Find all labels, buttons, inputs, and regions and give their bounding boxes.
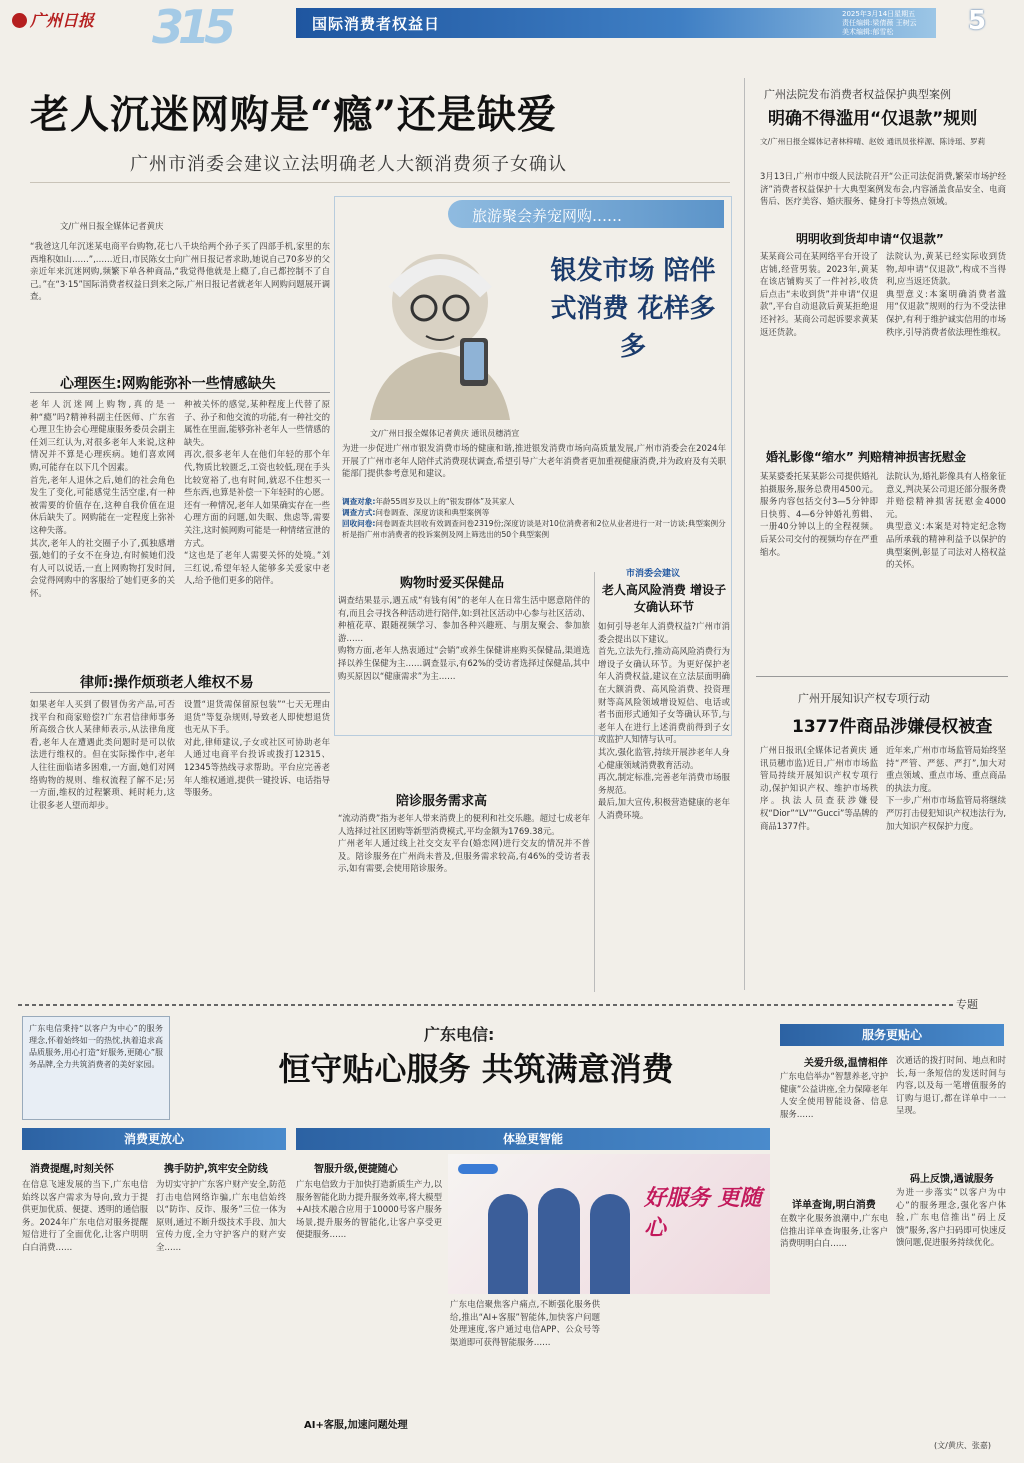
- telecom-col4b-text: [610, 1298, 770, 1454]
- section-trip-text: “流动消费”指为老年人带来消费上的便利和社交乐趣。超过七成老年人选择过社区团购等新型消费模式,平均金额为1769.38元。 广州老年人通过线上社交交友平台(婚恋网)进行交友的情况并不普及。陪诊服务在广州尚未普及,但服务需求较高,有46%的受访者表示,如有需要,会使用陪诊服务。: [338, 813, 590, 874]
- ip-title: 1377件商品涉嫌侵权被查: [792, 717, 993, 737]
- section-lawyer-col2: 设置“退货需保留原包装”“七天无理由退货”等复杂规则,导致老人即使想退货也无从下手。 对此,律师建议,子女或社区可协助老年人通过电商平台投诉或拨打12315、12345等热线寻求帮助。平台应完善老年人维权通道,提供一键投诉、电话指导等服务。: [184, 699, 330, 798]
- section-buy-title: 购物时爱买保健品: [400, 576, 505, 591]
- telecom-col2-title: 携手防护,筑牢安全防线: [164, 1164, 268, 1175]
- telecom-promo-image: [448, 1154, 770, 1294]
- ip-col2: 近年来,广州市市场监管局始终坚持“严管、严惩、严打”,加大对重点领域、重点市场、重点商品的执法力度。 下一步,广州市市场监管局将继续严厉打击侵犯知识产权违法行为,加大知识产权保护力度。: [886, 745, 1006, 831]
- logo-icon: [12, 13, 27, 28]
- case1-col2: 法院认为,黄某已经实际收到货物,却申请“仅退款”,构成不当得利,应当返还货款。 典型意义:本案明确消费者滥用“仅退款”规则的行为不受法律保护,有利于维护诚实信用的市场秩序,引导消费者依法理性维权。: [886, 251, 1006, 337]
- section-lawyer-rule: [30, 692, 330, 693]
- issue-date: 2025年3月14日星期五 责任编辑:梁倩薇 王树云 美术编辑:郁雪松: [842, 10, 917, 36]
- zhuanti-label: 专题: [956, 998, 978, 1011]
- case2-title: 婚礼影像“缩水” 判赔精神损害抚慰金: [766, 450, 966, 464]
- edition-315-mark: 315: [152, 0, 231, 54]
- survey-intro: 为进一步促进广州市银发消费市场的健康和谐,推进银发消费市场向高质量发展,广州市消委会在2024年开展了广州市老年人陪伴式消费现状调查,希望引导广大老年消费者更加重视健康消费,并为政府及有关职能部门提供参考意见和建议。: [342, 443, 726, 479]
- suggestion-title: 老人高风险消费 增设子女确认环节: [601, 583, 727, 614]
- feature-banner: 旅游聚会养宠网购……: [448, 200, 724, 228]
- telecom-col1-title: 消费提醒,时刻关怀: [30, 1164, 114, 1175]
- headline-underline: [30, 182, 730, 183]
- section-psychologist-rule: [30, 392, 330, 393]
- telecom-col5-text: 广东电信举办“智慧养老,守护健康”公益讲座,全力保障老年人安全使用智能设备、信息服务……: [780, 1071, 888, 1119]
- section-band: [296, 8, 936, 38]
- suggestion-text: 如何引导老年人消费权益?广州市消委会提出以下建议。 首先,立法先行,推动高风险消费行为增设子女确认环节。为更好保护老年人消费权益,建议在立法层面明确在大额消费、高风险消费、投资理财等高风险领域增设短信、电话或者书面形式通知子女等确认环节,与老年人在进行上述消费前得到子女或监护人知情与认可。 其次,强化监管,持续开展涉老年人身心健康领域消费教育活动。 再次,制定标准,完善老年消费市场服务规范。 最后,加大宣传,积极营造健康的老年人消费环境。: [598, 621, 730, 820]
- case-kicker: 广州法院发布消费者权益保护典型案例: [764, 88, 951, 101]
- masthead: [0, 0, 1024, 54]
- telecom-col4-text: 广东电信聚焦客户痛点,不断强化服务供给,推出“AI+客服”智能体,加快客户问题处理速度,客户通过电信APP、公众号等渠道即可获得智能服务……: [450, 1299, 600, 1347]
- telecom-col2-text: 为切实守护广东客户财产安全,防范打击电信网络诈骗,广东电信始终以“防诈、反诈、服务”三位一体为原则,通过不断升级技术手段、加大宣传力度,全力守护客户的财产安全……: [156, 1179, 286, 1252]
- survey-meta-item: 调查方式:问卷调查、深度访谈和典型案例等: [342, 508, 490, 517]
- page-number: 5: [968, 6, 987, 36]
- section-psychologist-col1: 老年人沉迷网上购物,真的是一种“瘾”吗?精神科副主任医师、广东省心理卫生协会心理健康服务委员会副主任刘三红认为,对很多老年人来说,这种情况并不算是心理疾病。她们喜欢网购,可能存在以下几个因素。 首先,老年人退休之后,她们的社会角色发生了变化,可能感觉生活空虚,有一种被需要的价值存在,这种自我价值在退休后缺失了。网购能在一定程度上弥补这种失落。 其次,老年人的社交圈子小了,孤独感增强,她们的子女不在身边,有时候她们没有人可以说话,一直上网购物打发时间,会觉得网购中的客服给了她们更多的关怀。: [30, 399, 175, 598]
- telecom-col3-text: 广东电信致力于加快打造新质生产力,以服务智能化助力提升服务效率,将大模型+AI技术融合应用于10000号客户服务场景,提升服务的智能化,让客户享受更便捷服务……: [296, 1179, 442, 1240]
- telecom-col3-title: 智服升级,便捷随心: [314, 1164, 398, 1175]
- service-bar: 服务更贴心: [780, 1024, 1004, 1046]
- section-buy-text: 调查结果显示,遇五成“有钱有闲”的老年人在日常生活中愿意陪伴的有,而且会寻找各种活动进行陪伴,如:到社区活动中心参与社区活动、种植花草、跟随视频学习、参加各种兴趣班、与朋友聚会、参加旅游…… 购物方面,老年人热衷通过“会销”或养生保健讲座购买保健品,渠道选择以养生保健为主……调查显示,有62%的受访者选择过保健品,其中购买原因以“健康需求”为主……: [338, 595, 590, 681]
- elderly-illustration: [340, 232, 540, 420]
- telecom-col1-text: 在信息飞速发展的当下,广东电信始终以客户需求为导向,致力于提供更加优质、便捷、透明的通信服务。2024年广东电信对服务提醒短信进行了全面优化,让客户明明白白消费……: [22, 1179, 148, 1252]
- consumer-bar: 消费更放心: [22, 1128, 286, 1150]
- column-divider: [594, 572, 595, 992]
- telecom-quote-box: [22, 1016, 170, 1120]
- main-subhead: 广州市消委会建议立法明确老人大额消费须子女确认: [130, 154, 567, 175]
- section-trip-title: 陪诊服务需求高: [396, 794, 488, 809]
- ip-rule: [756, 676, 1008, 677]
- main-headline: 老人沉迷网购是“瘾”还是缺爱: [30, 92, 557, 138]
- experience-bar: 体验更智能: [296, 1128, 770, 1150]
- feature-byline: 文/广州日报全媒体记者黄庆 通讯员穗消宣: [370, 429, 520, 438]
- section-psychologist-col2: 种被关怀的感觉,某种程度上代替了原子、孙子和他交流的功能,有一种社交的属性在里面,能够弥补老年人一些情感的缺失。 再次,很多老年人在他们年轻的那个年代,物质比较匮乏,工资也较低,现在手头比较宽裕了,也有时间,就忍不住想买一些东西,也算是补偿一下年轻时的心愿。 还有一种情况,老年人如果确实存在一些心理方面的问题,如失眠、焦虑等,需要关注,这时候网购可能是一种情绪宣泄的方式。 “这也是了老年人需要关怀的处境。”刘三红说,希望年轻人能够多关爱家中老人,给予他们更多的陪伴。: [184, 399, 330, 586]
- feature-title: 银发市场 陪伴式消费 花样多多: [550, 256, 716, 362]
- section-psychologist-title: 心理医生:网购能弥补一些情感缺失: [60, 376, 276, 392]
- telecom-col5-title: 关爱升级,温情相伴: [804, 1058, 888, 1069]
- right-column-divider: [744, 78, 745, 990]
- telecom-col5-sub: 详单查询,明白消费: [792, 1200, 876, 1211]
- staff-figure: [488, 1194, 528, 1294]
- suggestion-label: 市消委会建议: [626, 569, 681, 579]
- case1-title: 明明收到货却申请“仅退款”: [796, 232, 944, 246]
- telecom-logo-icon: [458, 1164, 498, 1174]
- telecom-col6-text: 次通话的拨打时间、地点和时长,每一条短信的发送时间与内容,以及每一笔增值服务的订购与退订,都在详单中一一呈现。: [896, 1055, 1006, 1116]
- telecom-headline: 恒守贴心服务 共筑满意消费: [278, 1050, 674, 1088]
- section-lawyer-title: 律师:操作烦琐老人维权不易: [80, 675, 254, 691]
- telecom-col3-text-more: [296, 1296, 442, 1406]
- case1-col1: 某某商公司在某网络平台开设了店铺,经营男装。2023年,黄某在该店铺购买了一件衬衫,收货后点击“未收到货”并申请“仅退款”,平台自动退款后黄某拒绝退还衬衫。某商公司起诉要求黄某返还货款。: [760, 251, 878, 337]
- survey-meta-item: 调查对象:年龄55周岁及以上的“银发群体”及其家人: [342, 497, 515, 506]
- telecom-col3-sub: AI+客服,加速问题处理: [304, 1420, 408, 1431]
- case2-col2: 法院认为,婚礼影像具有人格象征意义,判决某公司退还部分服务费并赔偿精神损害抚慰金4000元。 典型意义:本案是对特定纪念物品所承载的精神利益予以保护的典型案例,彰显了司法对人格权益的关怀。: [886, 471, 1006, 570]
- case-title: 明确不得滥用“仅退款”规则: [768, 109, 978, 129]
- telecom-signoff: (文/黄庆、张嘉): [934, 1441, 991, 1450]
- section-lawyer-col1: 如果老年人买到了假冒伪劣产品,可否找平台和商家赔偿?广东君信律师事务所高级合伙人某律师表示,从法律角度看,老年人在遭遇此类问题时是可以依法进行维权的。但在实际操作中,老年人往往面临诸多困难,一方面,她们对网络购物的规则、维权流程了解不足;另一方面,维权的过程繁琐、耗时耗力,这让很多老人望而却步。: [30, 699, 175, 810]
- telecom-col5-text2: 在数字化服务浪潮中,广东电信推出详单查询服务,让客户消费明明白白……: [780, 1213, 888, 1249]
- telecom-col6-sub: 码上反馈,遇诚服务: [910, 1174, 994, 1185]
- survey-meta: [342, 496, 726, 540]
- case-intro: 3月13日,广州市中级人民法院召开“公正司法促消费,繁荣市场护经济”消费者权益保护十大典型案例发布会,内容涵盖食品安全、电商售后、医疗美容、婚庆服务、健身打卡等热点领域。: [760, 171, 1006, 207]
- section-band-title: 国际消费者权益日: [312, 15, 441, 33]
- main-intro: “我爸这几年沉迷某电商平台购物,花七八千块给两个孙子买了四部手机,家里的东西堆积如山……”,……近日,市民陈女士向广州日报记者求助,她说自己70多岁的父亲近年来沉迷网购,频繁下单各种商品,“我觉得他就是上瘾了,自己都控制不了自己。”在“3·15”国际消费者权益日到来之际,广州日报记者就老年人网购问题展开调查。: [30, 241, 330, 302]
- main-byline: 文/广州日报全媒体记者黄庆: [60, 221, 164, 231]
- telecom-kicker: 广东电信:: [424, 1025, 495, 1044]
- zhuanti-divider: [18, 1004, 956, 1006]
- case2-col1: 某某婆委托某某影公司提供婚礼拍摄服务,服务总费用4500元。服务内容包括交付3—5分钟即日快剪、4—6分钟婚礼剪辑、一册40分钟以上的全程视频。后某公司交付的视频均存在严重缩水。: [760, 471, 878, 557]
- case-byline: 文/广州日报全媒体记者林梓晴、赵姣 通讯员张梓源、陈诗瑶、罗莉: [760, 137, 986, 146]
- telecom-col6-text2: 为进一步落实“以客户为中心”的服务理念,强化客户体验,广东电信推出“码上反馈”服务,客户扫码即可快速反馈问题,促进服务持续优化。: [896, 1187, 1006, 1248]
- promo-slogan: 好服务 更随心: [644, 1186, 762, 1241]
- staff-figure: [590, 1194, 630, 1294]
- telecom-quote: 广东电信秉持“以客户为中心”的服务理念,怀着始终如一的热忱,执着追求高品质服务,用心打造“好服务,更随心”服务品牌,全力共筑消费者的美好家园。: [29, 1024, 163, 1069]
- ip-kicker: 广州开展知识产权专项行动: [798, 692, 930, 705]
- staff-figure: [538, 1188, 580, 1294]
- ip-col1: 广州日报讯(全媒体记者黄庆 通讯员穗市监)近日,广州市市场监管局持续开展知识产权专项行动,保护知识产权、维护市场秩序。执法人员查获涉嫌侵权“Dior”“LV”“Gucci”等品牌的商品1377件。: [760, 745, 878, 831]
- survey-meta-item: 回收问卷:问卷调查共回收有效调查问卷2319份;深度访谈是对10位消费者和2位从业者进行一对一访谈;典型案例分析是指广州市消费者的投诉案例及网上筛选出的50个典型案例: [342, 519, 726, 539]
- newspaper-logo: 广州日报: [12, 8, 107, 34]
